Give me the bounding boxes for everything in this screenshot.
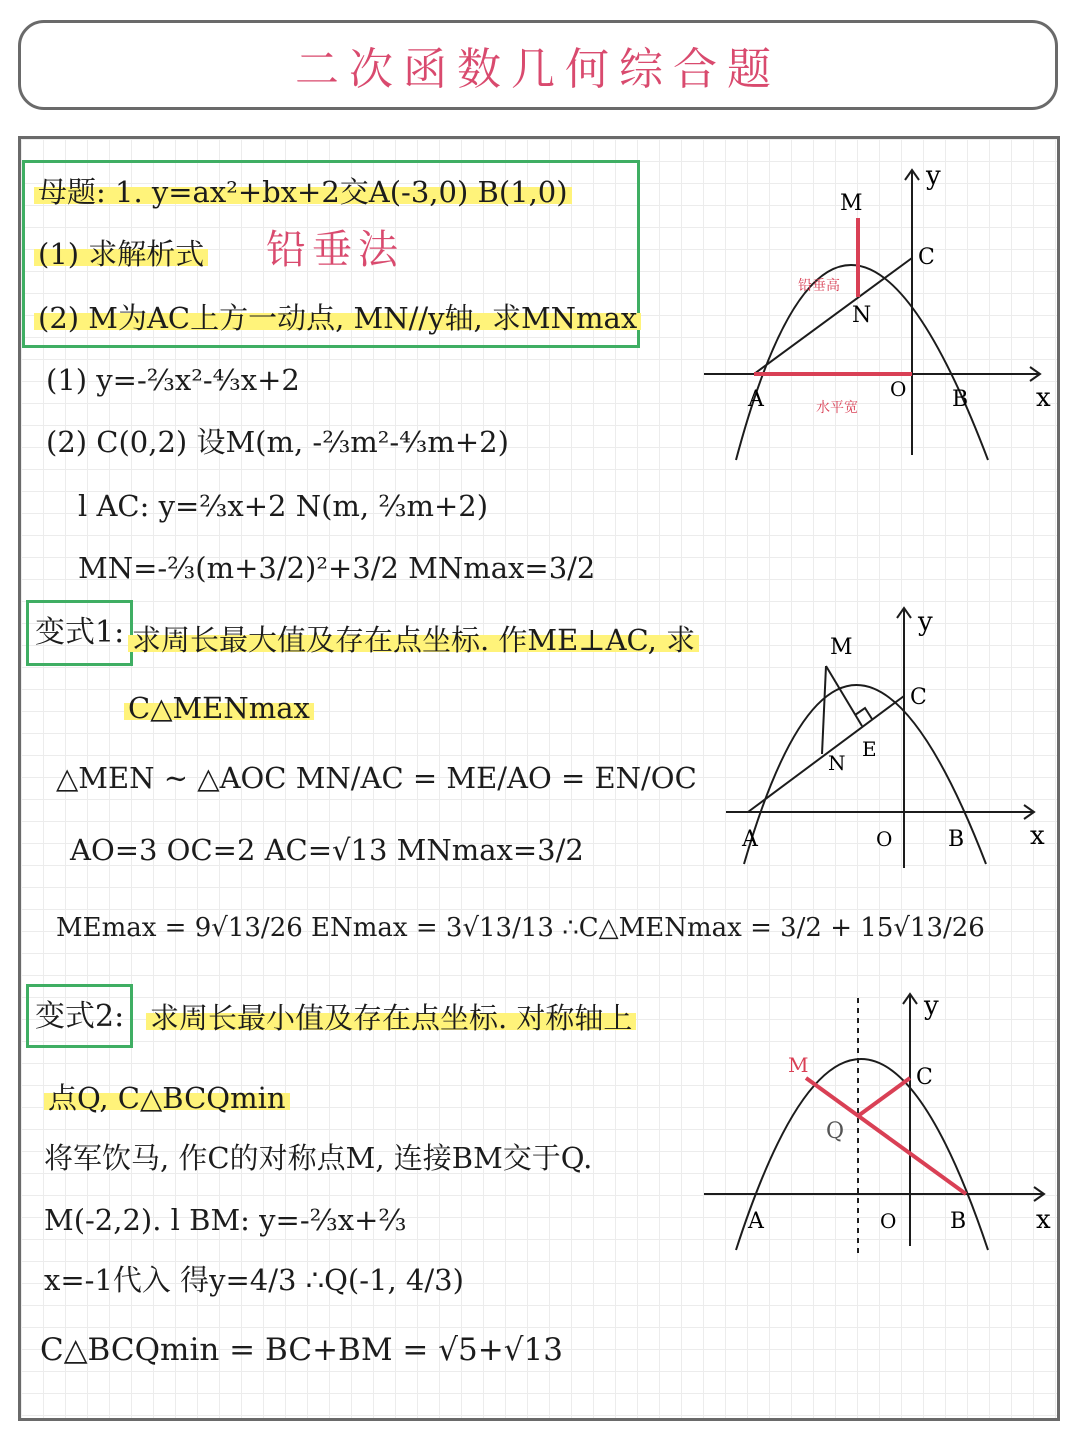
horizontal-width-note: 水平宽 [816,400,858,416]
x-axis-label-1: x [1036,383,1051,413]
segment-ac-2 [748,696,904,812]
title-box [18,20,1058,110]
segment-ac-1 [754,258,912,374]
page-title: 二次函数几何综合题 [295,44,781,95]
method-label: 铅垂法 [266,227,404,273]
point-c-1: C [918,245,935,270]
point-b-1: B [952,387,969,412]
y-axis-label-1: y [926,161,941,191]
graph-1 [690,160,1070,460]
y-axis-label-2: y [918,607,933,637]
point-c-2: C [910,685,927,710]
variant-1-question-cont: C△MENmax [124,690,314,726]
x-axis-label-3: x [1036,1205,1051,1235]
point-a-1: A [748,387,764,412]
answer-1: (1) y=-⅔x²-⁴⁄₃x+2 [46,363,300,397]
question-2: (2) M为AC上方一动点, MN//y轴, 求MNmax [34,300,641,336]
x-axis-label-2: x [1030,821,1045,851]
segment-mn-2 [822,666,826,754]
segment-me-2 [826,666,862,726]
variant-1-answer-1: △MEN ∼ △AOC MN/AC = ME/AO = EN/OC [56,761,697,795]
answer-4: MN=-⅔(m+3/2)²+3/2 MNmax=3/2 [78,551,596,585]
vertical-height-note: 铅垂高 [798,278,840,294]
answer-2: (2) C(0,2) 设M(m, -⅔m²-⁴⁄₃m+2) [46,425,509,459]
variant-2-question: 求周长最小值及存在点坐标. 对称轴上 [146,1000,636,1036]
question-1: (1) 求解析式 [34,236,208,272]
point-o-1: O [890,377,907,401]
point-a-2: A [742,827,758,852]
point-q-3: Q [826,1119,845,1144]
point-n-1: N [852,303,872,328]
variant-1-question: 求周长最大值及存在点坐标. 作ME⊥AC, 求 [128,622,699,658]
point-o-3: O [880,1209,897,1233]
point-a-3: A [748,1209,764,1234]
point-m-1: M [840,191,863,216]
segment-qc-3 [858,1078,910,1116]
variant-2-question-cont: 点Q, C△BCQmin [44,1080,290,1116]
main-question: 母题: 1. y=ax²+bx+2交A(-3,0) B(1,0) [34,174,572,210]
graph-3 [700,984,1070,1254]
point-b-2: B [948,827,965,852]
point-b-3: B [950,1209,967,1234]
point-n-2: N [828,751,846,775]
answer-3: l AC: y=⅔x+2 N(m, ⅔m+2) [78,489,489,523]
variant-1-answer-3: MEmax = 9√13/26 ENmax = 3√13/13 ∴C△MENmax = 3/2 + 15√13/26 [56,913,985,943]
y-axis-label-3: y [924,991,939,1021]
variant-1-tag: 变式1: [26,600,133,666]
variant-2-answer-1: 将军饮马, 作C的对称点M, 连接BM交于Q. [44,1141,593,1175]
point-c-3: C [916,1065,933,1090]
variant-2-answer-4: C△BCQmin = BC+BM = √5+√13 [40,1332,563,1368]
variant-2-answer-3: x=-1代入 得y=4/3 ∴Q(-1, 4/3) [44,1263,464,1297]
variant-2-tag: 变式2: [26,984,133,1048]
point-o-2: O [876,827,893,851]
variant-2-answer-2: M(-2,2). l BM: y=-⅔x+⅔ [44,1203,407,1237]
point-e-2: E [862,737,877,761]
point-m-2: M [830,635,853,660]
point-m-3: M [788,1053,809,1077]
variant-1-answer-2: AO=3 OC=2 AC=√13 MNmax=3/2 [70,833,584,867]
graph-2 [712,600,1072,870]
